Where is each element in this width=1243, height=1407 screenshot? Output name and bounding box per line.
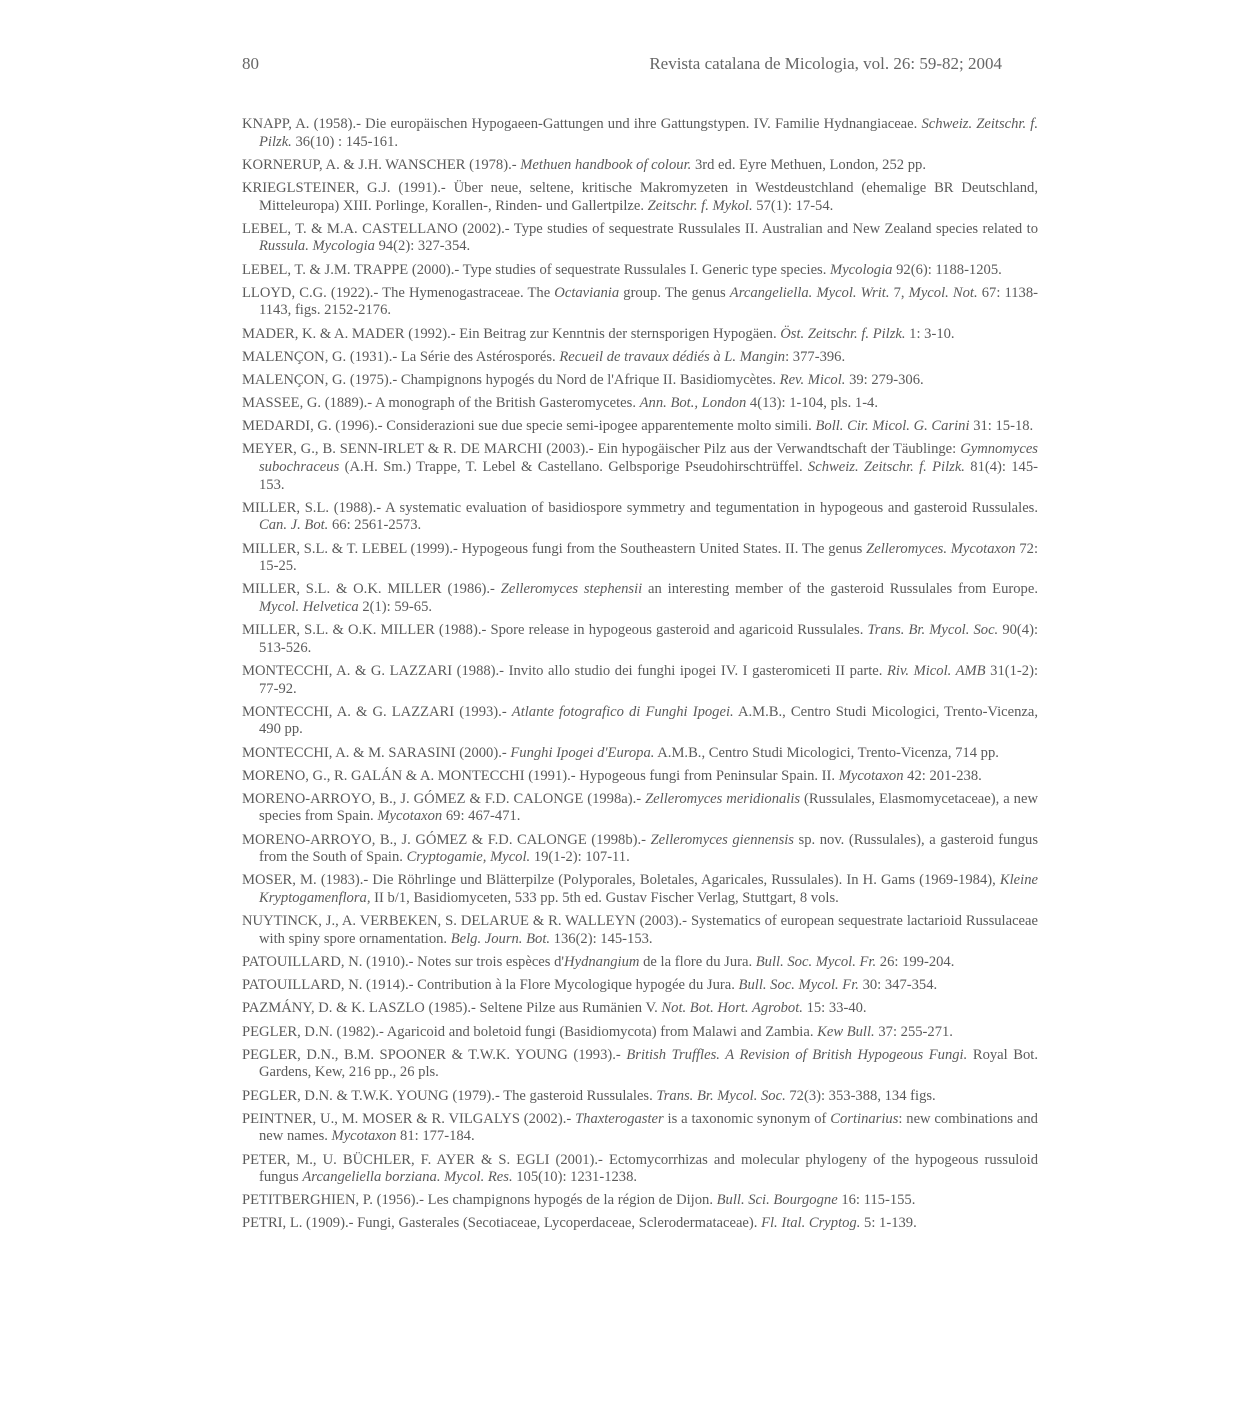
reference-italic: Belg. Journ. Bot.: [450, 930, 551, 947]
reference-entry: [242, 1192, 1038, 1210]
reference-text: 31(1-2): 77-92.: [259, 662, 1038, 697]
reference-text: 30: 347-354.: [858, 977, 938, 994]
reference-italic: Öst. Zeitschr. f. Pilzk.: [780, 325, 906, 342]
reference-text: PATOUILLARD, N. (1910).- Notes sur trois espèces d': [242, 954, 565, 970]
reference-text: A.M.B., Centro Studi Micologici, Trento-Vicenza, 490 pp.: [259, 703, 1038, 738]
reference-text: MALENÇON, G. (1975).- Champignons hypogés du Nord de l'Afrique II. Basidiomycètes.: [242, 371, 780, 388]
reference-entry: [242, 768, 1038, 786]
reference-italic: Can. J. Bot.: [259, 517, 329, 534]
reference-text: 2(1): 59-65.: [358, 598, 433, 615]
reference-text: PEGLER, D.N. (1982).- Agaricoid and boletoid fungi (Basidiomycota) from Malawi and Zambia.: [242, 1023, 818, 1040]
reference-text: 19(1-2): 107-11.: [530, 849, 630, 866]
reference-italic: Recueil de travaux dédiés à L. Mangin: [559, 348, 786, 365]
reference-italic: Mycotaxon: [377, 808, 443, 825]
reference-text: an interesting member of the gasteroid Russulales from Europe.: [642, 581, 1038, 598]
reference-entry: [242, 395, 1038, 413]
reference-text: PAZMÁNY, D. & K. LASZLO (1985).- Seltene Pilze aus Rumänien V.: [242, 1000, 662, 1017]
reference-text: group. The genus: [619, 284, 730, 301]
reference-entry: [242, 221, 1038, 256]
reference-entry: [242, 977, 1038, 995]
reference-text: MONTECCHI, A. & M. SARASINI (2000).-: [242, 744, 511, 761]
reference-text: MORENO, G., R. GALÁN & A. MONTECCHI (1991).- Hypogeous fungi from Peninsular Spain. II.: [242, 767, 839, 784]
reference-italic: Schweiz. Zeitschr. f. Pilzk.: [259, 116, 1038, 150]
reference-entry: [242, 157, 1038, 175]
reference-text: MEYER, G., B. SENN-IRLET & R. DE MARCHI (2003).- Ein hypogäischer Pilz aus der Verwandtschaft der Täublinge:: [242, 441, 961, 458]
reference-italic: Trans. Br. Mycol. Soc.: [867, 622, 999, 639]
reference-italic: Russula. Mycologia: [259, 238, 375, 255]
reference-text: 92(6): 1188-1205.: [892, 261, 1002, 278]
reference-italic: Mycol. Not.: [908, 284, 978, 301]
reference-text: 72: 15-25.: [259, 540, 1038, 575]
reference-text: PEGLER, D.N. & T.W.K. YOUNG (1979).- The gasteroid Russulales.: [242, 1087, 657, 1104]
reference-entry: [242, 180, 1038, 215]
reference-italic: Not. Bot. Hort. Agrobot.: [661, 1000, 803, 1017]
reference-italic: Gymnomyces subochraceus: [259, 441, 1038, 476]
reference-text: : 377-396.: [785, 348, 846, 365]
reference-text: MONTECCHI, A. & G. LAZZARI (1988).- Invito allo studio dei funghi ipogei IV. I gasteromiceti II parte.: [242, 662, 887, 679]
reference-italic: Mycol. Helvetica: [259, 598, 359, 615]
reference-italic: Boll. Cir. Micol. G. Carini: [815, 418, 970, 435]
reference-text: MILLER, S.L. & O.K. MILLER (1988).- Spore release in hypogeous gasteroid and agaricoid Russulales.: [242, 622, 868, 639]
reference-text: 81: 177-184.: [396, 1128, 475, 1145]
reference-entry: [242, 418, 1038, 436]
reference-italic: Octaviania: [554, 284, 620, 301]
reference-text: MILLER, S.L. & O.K. MILLER (1986).-: [242, 581, 501, 598]
reference-text: 26: 199-204.: [876, 954, 955, 970]
reference-text: 7,: [889, 284, 909, 301]
reference-text: NUYTINCK, J., A. VERBEKEN, S. DELARUE & R. WALLEYN (2003).- Systematics of european sequestrate lactarioid Russulaceae with spiny spore ornamentation.: [242, 913, 1038, 947]
reference-text: PETITBERGHIEN, P. (1956).- Les champignons hypogés de la région de Dijon.: [242, 1192, 717, 1209]
reference-text: KORNERUP, A. & J.H. WANSCHER (1978).-: [242, 156, 521, 173]
reference-text: 136(2): 145-153.: [550, 930, 653, 947]
reference-text: is a taxonomic synonym of: [663, 1110, 831, 1127]
reference-entry: [242, 1152, 1038, 1187]
reference-italic: Kew Bull.: [817, 1023, 875, 1040]
reference-italic: Kleine Kryptogamenflora,: [259, 872, 1038, 907]
reference-italic: Mycotaxon: [838, 767, 904, 784]
reference-italic: Fl. Ital. Cryptog.: [761, 1215, 861, 1232]
reference-text: LLOYD, C.G. (1922).- The Hymenogastraceae. The: [242, 284, 555, 301]
reference-entry: [242, 441, 1038, 494]
reference-italic: Zelleromyces stephensii: [500, 581, 643, 598]
reference-entry: [242, 500, 1038, 535]
reference-entry: [242, 791, 1038, 826]
reference-text: 42: 201-238.: [903, 767, 982, 784]
reference-text: LEBEL, T. & J.M. TRAPPE (2000).- Type studies of sequestrate Russulales I. Generic type species.: [242, 261, 831, 278]
reference-text: 94(2): 327-354.: [374, 238, 471, 255]
reference-text: MASSEE, G. (1889).- A monograph of the British Gasteromycetes.: [242, 395, 640, 412]
reference-entry: [242, 663, 1038, 698]
reference-text: 31: 15-18.: [969, 418, 1034, 435]
reference-italic: Zelleromyces giennensis: [650, 831, 794, 848]
reference-text: (Russulales, Elasmomycetaceae), a new species from Spain.: [259, 790, 1038, 825]
reference-text: A.M.B., Centro Studi Micologici, Trento-Vicenza, 714 pp.: [654, 744, 999, 761]
reference-text: (A.H. Sm.) Trappe, T. Lebel & Castellano. Gelbsporige Pseudohirschtrüffel.: [339, 459, 808, 476]
reference-italic: Zeitschr. f. Mykol.: [647, 197, 753, 214]
reference-text: 69: 467-471.: [442, 808, 521, 825]
reference-entry: [242, 954, 1038, 972]
reference-text: PEINTNER, U., M. MOSER & R. VILGALYS (2002).-: [242, 1110, 576, 1127]
reference-text: 4(13): 1-104, pls. 1-4.: [746, 395, 879, 412]
running-header: [242, 54, 1002, 78]
page-number: 80: [242, 54, 259, 73]
reference-text: II b/1, Basidiomyceten, 533 pp. 5th ed. Gustav Fischer Verlag, Stuttgart, 8 vols.: [370, 890, 839, 907]
reference-italic: Trans. Br. Mycol. Soc.: [656, 1087, 786, 1104]
reference-entry: [242, 349, 1038, 367]
reference-text: 57(1): 17-54.: [752, 197, 834, 214]
reference-text: PATOUILLARD, N. (1914).- Contribution à la Flore Mycologique hypogée du Jura.: [242, 977, 739, 994]
reference-text: sp. nov. (Russulales), a gasteroid fungus from the South of Spain.: [259, 831, 1038, 866]
reference-text: MONTECCHI, A. & G. LAZZARI (1993).-: [242, 703, 512, 720]
reference-text: MORENO-ARROYO, B., J. GÓMEZ & F.D. CALONGE (1998b).-: [242, 831, 651, 848]
reference-text: MADER, K. & A. MADER (1992).- Ein Beitrag zur Kenntnis der sternsporigen Hypogäen.: [242, 325, 781, 342]
reference-text: : new combinations and new names.: [259, 1110, 1038, 1145]
reference-text: 15: 33-40.: [802, 1000, 867, 1017]
reference-entry: [242, 872, 1038, 907]
reference-text: 66: 2561-2573.: [328, 517, 422, 534]
reference-text: 67: 1138-1143, figs. 2152-2176.: [259, 284, 1039, 319]
reference-entry: [242, 1000, 1038, 1018]
reference-italic: Funghi Ipogei d'Europa.: [510, 744, 655, 761]
reference-italic: Methuen handbook of colour.: [520, 156, 692, 173]
reference-text: KRIEGLSTEINER, G.J. (1991).- Über neue, seltene, kritische Makromyzeten in Westdeustchland (ehemalige BR Deutschland, Mitteleuropa) XIII. Porlinge, Korallen-, Rinden- und Gallertpilze.: [242, 179, 1038, 214]
reference-entry: [242, 913, 1038, 948]
reference-italic: Schweiz. Zeitschr. f. Pilzk.: [807, 459, 965, 476]
reference-italic: Cortinarius: [830, 1110, 899, 1127]
reference-italic: Ann. Bot., London: [639, 395, 747, 412]
reference-entry: [242, 541, 1038, 576]
reference-text: KNAPP, A. (1958).- Die europäischen Hypogaeen-Gattungen und ihre Gattungstypen. IV. Familie Hydnangiaceae.: [242, 116, 922, 132]
reference-text: MALENÇON, G. (1931).- La Série des Astérosporés.: [242, 348, 560, 365]
reference-italic: Thaxterogaster: [575, 1110, 664, 1127]
reference-text: 36(10) : 145-161.: [291, 133, 399, 150]
reference-italic: Arcangeliella. Mycol. Writ.: [729, 284, 890, 301]
reference-text: 72(3): 353-388, 134 figs.: [785, 1087, 936, 1104]
reference-text: 105(10): 1231-1238.: [512, 1169, 638, 1186]
reference-entry: [242, 116, 1038, 151]
reference-entry: [242, 622, 1038, 657]
reference-italic: Bull. Sci. Bourgogne: [716, 1192, 838, 1209]
reference-italic: Cryptogamie, Mycol.: [406, 849, 531, 866]
reference-italic: Zelleromyces. Mycotaxon: [866, 540, 1016, 557]
reference-italic: Bull. Soc. Mycol. Fr.: [738, 977, 859, 994]
reference-text: 90(4): 513-526.: [259, 622, 1039, 656]
reference-entry: [242, 1111, 1038, 1146]
reference-entry: [242, 372, 1038, 390]
reference-italic: British Truffles. A Revision of British Hypogeous Fungi.: [626, 1046, 968, 1063]
reference-text: PETER, M., U. BÜCHLER, F. AYER & S. EGLI (2001).- Ectomycorrhizas and molecular phylogeny of the hypogeous russuloid fungus: [242, 1151, 1038, 1186]
reference-italic: Hydnangium: [564, 954, 640, 970]
reference-italic: Mycotaxon: [331, 1128, 397, 1145]
reference-text: PETRI, L. (1909).- Fungi, Gasterales (Secotiaceae, Lycoperdaceae, Sclerodermataceae).: [242, 1215, 762, 1232]
reference-entry: [242, 326, 1038, 344]
reference-entry: [242, 832, 1038, 867]
reference-entry: [242, 285, 1038, 320]
reference-entry: [242, 745, 1038, 763]
reference-text: de la flore du Jura.: [639, 954, 756, 970]
reference-entry: [242, 581, 1038, 616]
reference-italic: Arcangeliella borziana. Mycol. Res.: [302, 1169, 513, 1186]
reference-text: 37: 255-271.: [874, 1023, 953, 1040]
reference-entry: [242, 1047, 1038, 1082]
reference-text: MORENO-ARROYO, B., J. GÓMEZ & F.D. CALONGE (1998a).-: [242, 790, 646, 807]
reference-text: 81(4): 145-153.: [259, 459, 1039, 493]
reference-text: MEDARDI, G. (1996).- Considerazioni sue due specie semi-ipogee apparentemente molto simili.: [242, 418, 816, 435]
reference-entry: [242, 1215, 1038, 1233]
journal-citation: Revista catalana de Micologia, vol. 26: 59-82; 2004: [649, 54, 1002, 73]
reference-list: [242, 116, 1038, 1239]
reference-text: MILLER, S.L. (1988).- A systematic evaluation of basidiospore symmetry and tegumentation in hypogeous and gasteroid Russulales.: [242, 499, 1038, 516]
reference-text: 1: 3-10.: [905, 325, 955, 342]
reference-italic: Rev. Micol.: [779, 371, 846, 388]
reference-text: MOSER, M. (1983).- Die Röhrlinge und Blätterpilze (Polyporales, Boletales, Agaricales, Russulales). In H. Gams (1969-1984),: [242, 872, 1000, 889]
reference-text: MILLER, S.L. & T. LEBEL (1999).- Hypogeous fungi from the Southeastern United States. II. The genus: [242, 540, 867, 557]
reference-italic: Atlante fotografico di Funghi Ipogei.: [511, 703, 734, 720]
reference-text: LEBEL, T. & M.A. CASTELLANO (2002).- Type studies of sequestrate Russulales II. Australian and New Zealand species related to: [242, 220, 1038, 237]
reference-italic: Zelleromyces meridionalis: [645, 790, 801, 807]
reference-text: 5: 1-139.: [860, 1215, 917, 1232]
reference-entry: [242, 262, 1038, 280]
reference-italic: Bull. Soc. Mycol. Fr.: [755, 954, 877, 970]
reference-entry: [242, 1088, 1038, 1106]
reference-text: Royal Bot. Gardens, Kew, 216 pp., 26 pls.: [259, 1046, 1039, 1081]
reference-text: 16: 115-155.: [837, 1192, 916, 1209]
reference-text: 3rd ed. Eyre Methuen, London, 252 pp.: [691, 156, 926, 173]
reference-entry: [242, 1024, 1038, 1042]
reference-entry: [242, 704, 1038, 739]
reference-text: PEGLER, D.N., B.M. SPOONER & T.W.K. YOUNG (1993).-: [242, 1046, 627, 1063]
reference-italic: Mycologia: [830, 261, 893, 278]
reference-text: 39: 279-306.: [845, 371, 924, 388]
reference-italic: Riv. Micol. AMB: [887, 662, 986, 679]
